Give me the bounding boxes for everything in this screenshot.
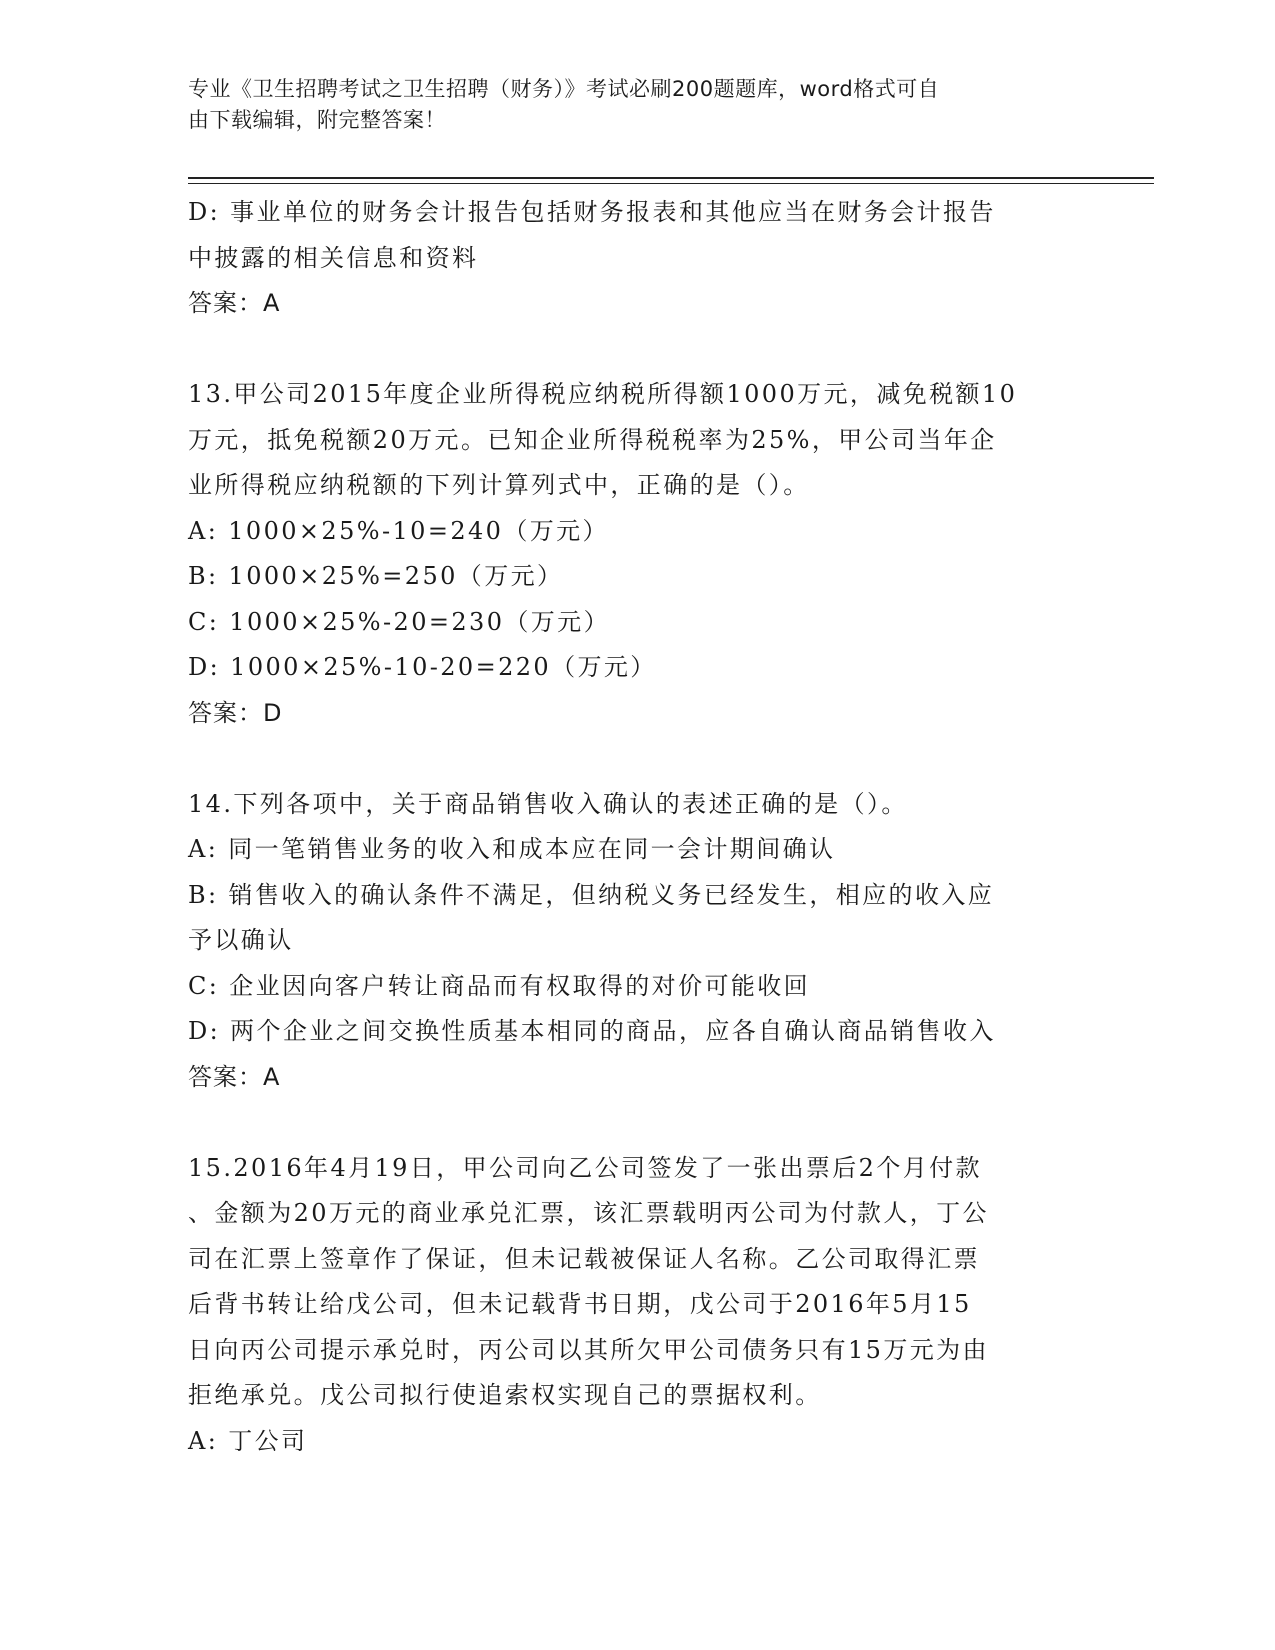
q14-option-c: C: 企业因向客户转让商品而有权取得的对价可能收回 — [188, 971, 811, 1000]
q13-option-c: C: 1000×25%-20=230（万元） — [188, 607, 610, 636]
q14-option-b-line-1: B: 销售收入的确认条件不满足，但纳税义务已经发生，相应的收入应 — [188, 880, 995, 909]
spacer — [188, 1100, 1078, 1146]
q15-stem-line-6: 拒绝承兑。戊公司拟行使追索权实现自己的票据权利。 — [188, 1381, 822, 1409]
q14-stem-line-1: 14.下列各项中，关于商品销售收入确认的表述正确的是（）。 — [188, 789, 908, 818]
spacer — [188, 736, 1078, 782]
q14-option-d: D: 两个企业之间交换性质基本相同的商品，应各自确认商品销售收入 — [188, 1017, 996, 1045]
spacer — [188, 327, 1078, 373]
q12-answer: 答案：A — [188, 289, 281, 317]
q15-option-a: A: 丁公司 — [188, 1426, 308, 1455]
page-header — [188, 74, 1068, 136]
document-body — [188, 190, 1078, 1464]
q15-stem-line-3: 司在汇票上签章作了保证，但未记载被保证人名称。乙公司取得汇票 — [188, 1244, 980, 1273]
question-13 — [188, 372, 1078, 736]
q14-answer: 答案：A — [188, 1062, 281, 1091]
question-14 — [188, 782, 1078, 1101]
header-line-1: 专业《卫生招聘考试之卫生招聘（财务）》考试必刷200题题库，word格式可自 — [188, 77, 940, 101]
q15-stem-line-1: 15.2016年4月19日，甲公司向乙公司签发了一张出票后2个月付款 — [188, 1153, 982, 1182]
q15-stem-line-4: 后背书转让给戊公司，但未记载背书日期，戊公司于2016年5月15 — [188, 1290, 972, 1318]
q13-option-b: B: 1000×25%=250（万元） — [188, 562, 564, 590]
q13-stem-line-1: 13.甲公司2015年度企业所得税应纳税所得额1000万元，减免税额10 — [188, 380, 1018, 408]
q13-option-d: D: 1000×25%-10-20=220（万元） — [188, 653, 657, 681]
q13-stem-line-2: 万元，抵免税额20万元。已知企业所得税税率为25%，甲公司当年企 — [188, 425, 997, 454]
question-15 — [188, 1146, 1078, 1465]
q13-answer: 答案：D — [188, 698, 283, 727]
header-rule-thin — [188, 183, 1154, 184]
question-12-tail — [188, 190, 1078, 327]
q14-option-b-line-2: 予以确认 — [188, 926, 294, 954]
q15-stem-line-5: 日向丙公司提示承兑时，丙公司以其所欠甲公司债务只有15万元为由 — [188, 1335, 989, 1364]
q12-option-d-line-1: D: 事业单位的财务会计报告包括财务报表和其他应当在财务会计报告 — [188, 198, 996, 226]
q13-stem-line-3: 业所得税应纳税额的下列计算列式中，正确的是（）。 — [188, 471, 810, 499]
header-rule-thick — [188, 177, 1154, 179]
header-line-2: 由下载编辑，附完整答案！ — [188, 108, 446, 132]
q15-stem-line-2: 、金额为20万元的商业承兑汇票，该汇票载明丙公司为付款人，丁公 — [188, 1199, 989, 1227]
q12-option-d-line-2: 中披露的相关信息和资料 — [188, 243, 479, 272]
q14-option-a: A: 同一笔销售业务的收入和成本应在同一会计期间确认 — [188, 835, 836, 863]
q13-option-a: A: 1000×25%-10=240（万元） — [188, 516, 609, 545]
